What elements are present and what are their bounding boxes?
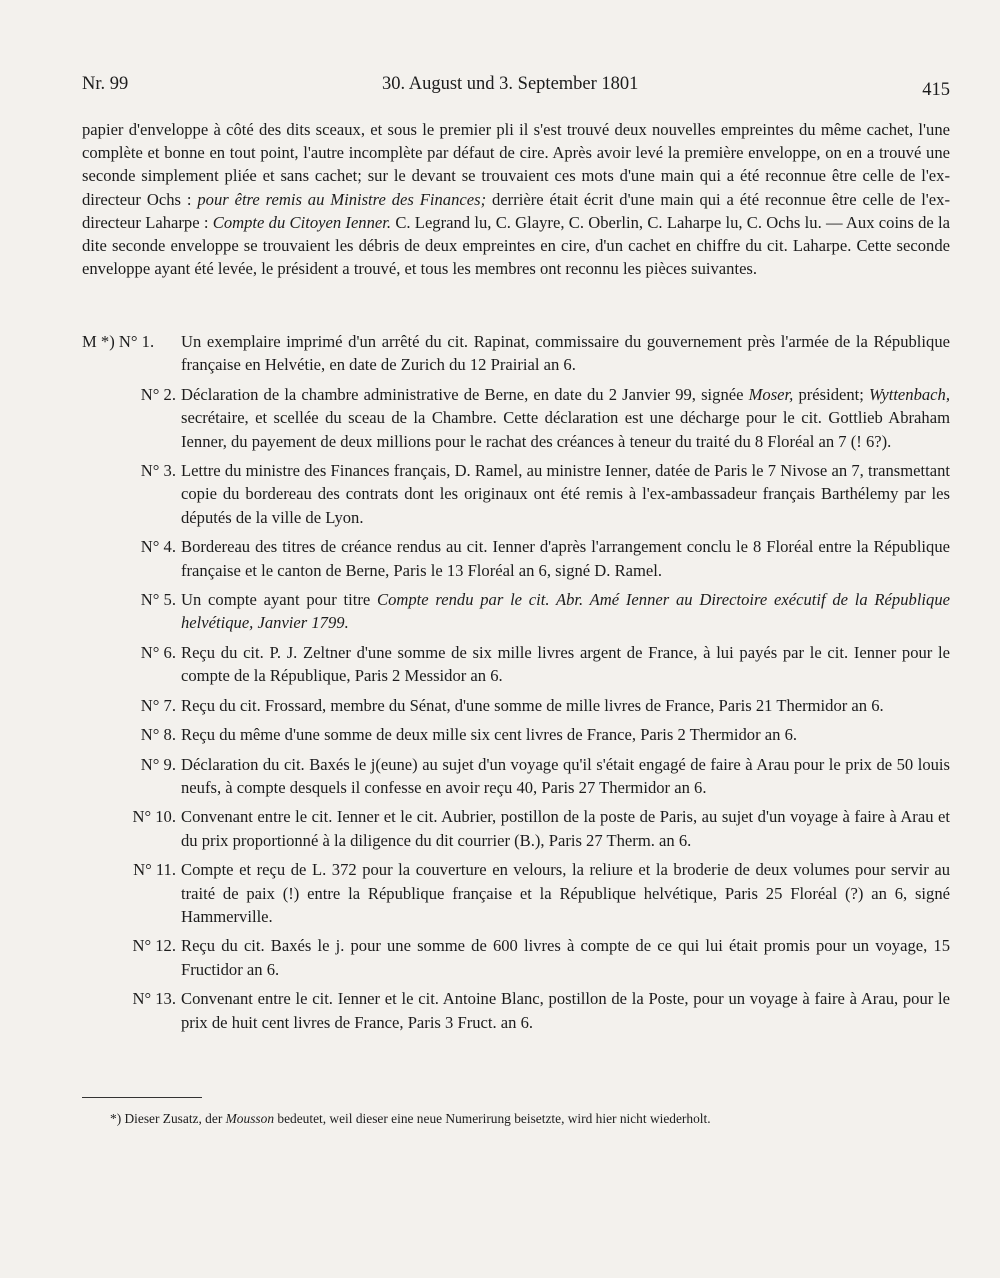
intro-text-2: derrière était écrit d'une main qui a été reconnue être celle de l'ex-directeur Laharpe : [82, 189, 950, 232]
footnote-text-1: *) Dieser Zusatz, der [110, 1111, 223, 1126]
item-number: N° 13. [132, 989, 176, 1009]
intro-italic-1: pour être remis au Ministre des Finances; [197, 189, 487, 209]
item-text: Bordereau des titres de créance rendus au cit. Ienner d'après l'arrangement conclu le 8 Floréal entre la République française et le canton de Berne, Paris le 13 Floréal an 6, signé D. Ramel. [181, 537, 950, 580]
list-item [82, 805, 950, 852]
item-text: Reçu du même d'une somme de deux mille six cent livres de France, Paris 2 Thermidor an 6. [181, 725, 798, 745]
item-number: N° 2. [140, 384, 176, 404]
item-text: Un exemplaire imprimé d'un arrêté du cit. Rapinat, commissaire du gouvernement près l'armée de la République française en Helvétie, en date de Zurich du 12 Prairial an 6. [181, 332, 950, 375]
item-text: Lettre du ministre des Finances français, D. Ramel, au ministre Ienner, datée de Paris le 7 Nivose an 7, transmettant copie du bordereau des contrats dont les originaux ont été remis à l'ex-ambassadeur français Barthélemy par les députés de la ville de Lyon. [181, 461, 950, 527]
list-item [82, 330, 950, 377]
item-text: Reçu du cit. P. J. Zeltner d'une somme de six mille livres argent de France, à lui payés par le cit. Ienner pour le compte de la République, Paris 2 Messidor an 6. [181, 642, 950, 686]
list-item [82, 987, 950, 1034]
list-item [82, 753, 950, 800]
page-number: 415 [922, 80, 950, 100]
item-number: M *) N° 1. [82, 332, 155, 351]
list-item [82, 535, 950, 582]
document-number: Nr. 99 [82, 74, 129, 94]
item-text: Convenant entre le cit. Ienner et le cit. Aubrier, postillon de la poste de Paris, au sujet d'un voyage à faire à Arau et du prix proportionné à la diligence du dit courrier (B.), Paris 27 Therm. an 6. [181, 807, 950, 850]
item-number: N° 6. [140, 642, 176, 662]
list-item [82, 694, 950, 717]
footnote-italic: Mousson [225, 1111, 275, 1126]
intro-italic-2: Compte du Citoyen Ienner. [212, 212, 392, 232]
list-item [82, 858, 950, 928]
item-text: Compte et reçu de L. 372 pour la couverture en velours, la reliure et la broderie de deux volumes pour servir au traité de paix (!) entre la République française et la République helvétique, Paris 25 Floréal (?) an 6, signé Hammerville. [181, 860, 950, 926]
item-number: N° 7. [140, 695, 176, 715]
document-list [82, 330, 950, 1040]
item-number: N° 12. [132, 936, 176, 956]
item-text: Un compte ayant pour titre Compte rendu par le cit. Abr. Amé Ienner au Directoire exécutif de la République helvétique, Janvier 1799. [181, 590, 950, 633]
footnote-text-2: bedeutet, weil dieser eine neue Numerirung beisetzte, wird hier nicht wiederholt. [277, 1111, 711, 1126]
item-number: N° 4. [140, 537, 176, 557]
page-header [82, 74, 950, 100]
list-item [82, 459, 950, 529]
list-item [82, 934, 950, 981]
list-item [82, 641, 950, 688]
item-number: N° 8. [140, 725, 176, 745]
footnote-divider [82, 1097, 202, 1098]
item-number: N° 10. [132, 807, 176, 827]
footnote [110, 1110, 950, 1128]
item-text: Déclaration du cit. Baxés le j(eune) au sujet d'un voyage qu'il s'était engagé de faire à Arau pour le prix de 50 louis neufs, à compte desquels il confesse en avoir reçu 40, Paris 27 Thermidor an 6. [181, 754, 950, 797]
item-text: Reçu du cit. Frossard, membre du Sénat, d'une somme de mille livres de France, Paris 21 Thermidor an 6. [181, 695, 884, 715]
item-text: Reçu du cit. Baxés le j. pour une somme de 600 livres à compte de ce qui lui était promis pour un voyage, 15 Fructidor an 6. [181, 936, 950, 979]
item-text: Convenant entre le cit. Ienner et le cit. Antoine Blanc, postillon de la Poste, pour un voyage à faire à Arau, pour le prix de huit cent livres de France, Paris 3 Fruct. an 6. [181, 989, 950, 1032]
intro-text-3: C. Legrand lu, C. Glayre, C. Oberlin, C. Laharpe lu, C. Ochs lu. — Aux coins de la dite seconde enveloppe se trouvaient les débris de deux empreintes en cire, d'un cachet en chiffre du cit. Laharpe. Cette seconde enveloppe ayant été levée, le président a trouvé, et tous les membres ont reconnu les pièces suivantes. [82, 212, 950, 279]
item-text: Déclaration de la chambre administrative de Berne, en date du 2 Janvier 99, signée Moser, président; Wyttenbach, secrétaire, et scellée du sceau de la Chambre. Cette déclaration est une décharge pour le cit. Gottlieb Abraham Ienner, du payement de deux millions pour le rachat des créances à teneur du traité du 8 Floréal an 7 (! 6?). [181, 384, 950, 451]
item-number: N° 9. [140, 754, 176, 774]
item-number: N° 5. [140, 590, 176, 610]
list-item [82, 723, 950, 746]
intro-paragraph [82, 118, 950, 280]
list-item [82, 383, 950, 453]
list-item [82, 588, 950, 635]
item-number: N° 11. [133, 860, 176, 880]
item-number: N° 3. [140, 461, 176, 481]
header-date: 30. August und 3. September 1801 [382, 74, 639, 94]
intro-text-1: papier d'enveloppe à côté des dits sceaux, et sous le premier pli il s'est trouvé deux nouvelles empreintes du même cachet, l'une complète et bonne en tout point, l'autre incomplète par défaut de cire. Après avoir levé la première enveloppe, on en a trouvé une seconde simplement pliée et sans cachet; sur le devant se trouvaient ces mots d'une main qui a été reconnue être celle de l'ex-directeur Ochs : [82, 120, 950, 209]
